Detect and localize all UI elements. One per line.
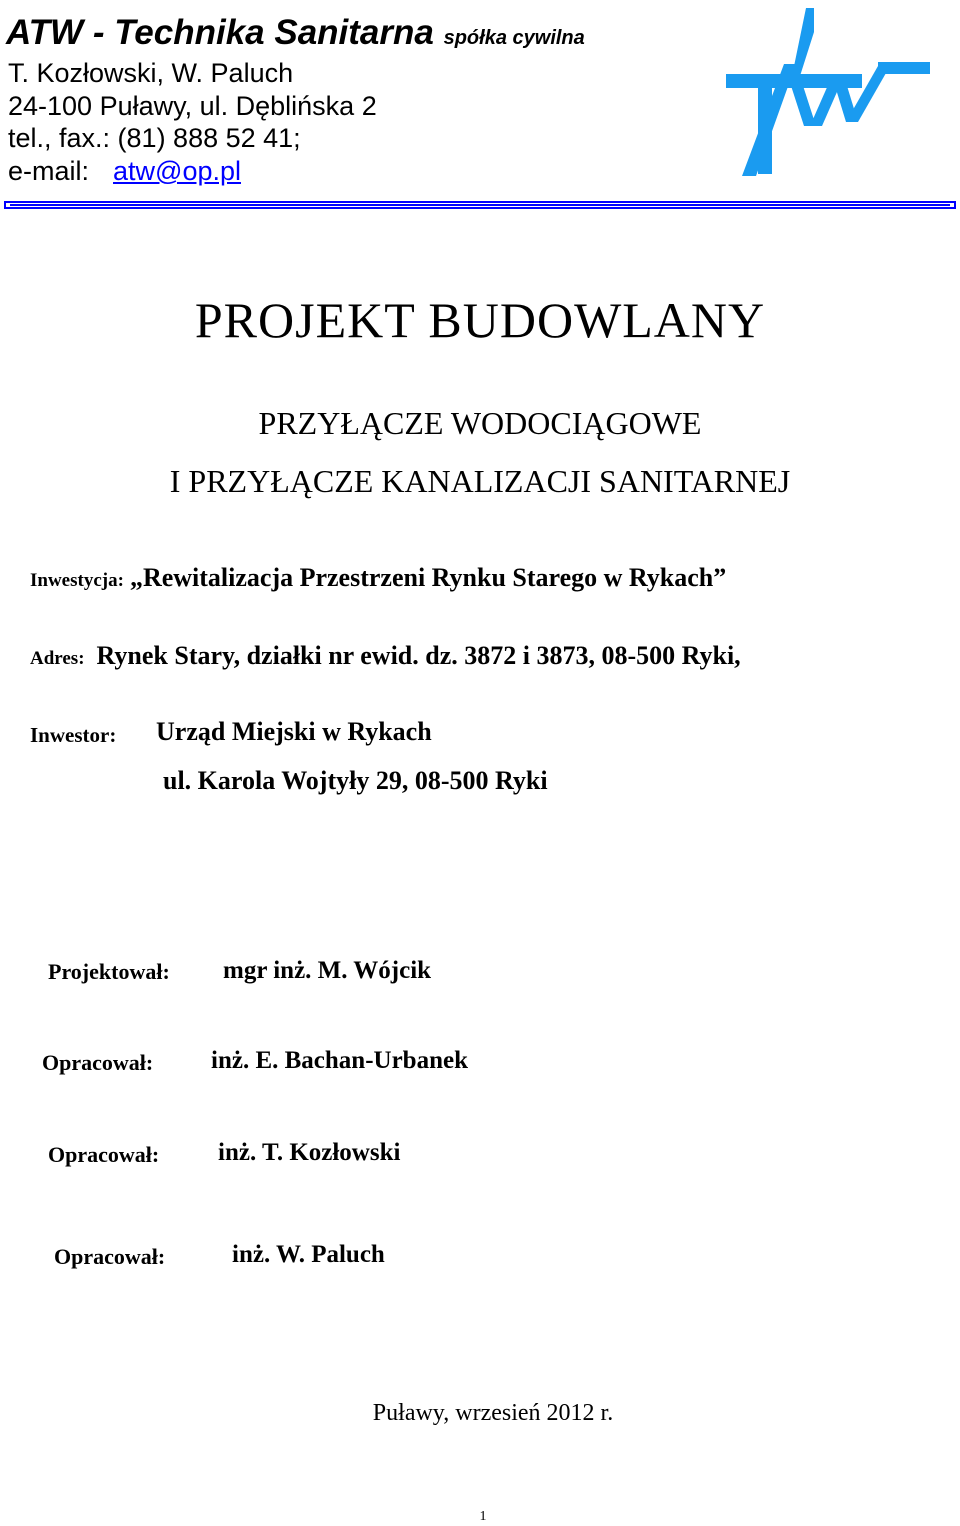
place-date: Puławy, wrzesień 2012 r.	[372, 1400, 614, 1426]
address-value: Rynek Stary, działki nr ewid. dz. 3872 i 3873, 08-500 Ryki,	[96, 641, 741, 670]
email-label: e-mail:	[8, 156, 90, 186]
company-phone: tel., fax.: (81) 888 52 41;	[8, 123, 301, 153]
company-owners: T. Kozłowski, W. Paluch	[8, 58, 294, 88]
credit-person-author-1: inż. E. Bachan-Urbanek	[211, 1047, 468, 1074]
document-subtitle-line2: I PRZYŁĄCZE KANALIZACJI SANITARNEJ	[169, 463, 791, 499]
company-email-row	[8, 155, 241, 187]
credit-person-author-2: inż. T. Kozłowski	[218, 1139, 401, 1166]
company-address: 24-100 Puławy, ul. Dęblińska 2	[8, 91, 377, 121]
credit-role-author-2: Opracował:	[48, 1142, 160, 1167]
header-separator	[4, 201, 956, 209]
document-title: PROJEKT BUDOWLANY	[194, 292, 766, 348]
investment-label: Inwestycja:	[30, 570, 124, 591]
page-number: 1	[479, 1509, 487, 1524]
address-row	[30, 640, 741, 675]
credit-role-designer: Projektował:	[48, 959, 170, 984]
atw-logo-icon	[718, 6, 938, 176]
credit-person-designer: mgr inż. M. Wójcik	[223, 957, 432, 984]
company-name-text: ATW - Technika Sanitarna	[6, 13, 434, 52]
company-form: spółka cywilna	[443, 27, 585, 49]
address-label: Adres:	[30, 648, 85, 669]
credit-role-author-1: Opracował:	[42, 1050, 154, 1075]
investor-label: Inwestor:	[30, 723, 117, 747]
credit-role-author-3: Opracował:	[54, 1244, 166, 1269]
investment-row	[30, 562, 726, 597]
document-subtitle-line1: PRZYŁĄCZE WODOCIĄGOWE	[258, 405, 702, 441]
investor-address: ul. Karola Wojtyły 29, 08-500 Ryki	[163, 766, 548, 795]
company-name	[6, 12, 585, 59]
header-separator-inner-line	[10, 204, 950, 206]
email-link[interactable]: atw@op.pl	[113, 156, 241, 186]
investor-name: Urząd Miejski w Rykach	[156, 717, 432, 746]
investment-value: „Rewitalizacja Przestrzeni Rynku Starego w Rykach”	[129, 563, 727, 592]
credit-person-author-3: inż. W. Paluch	[232, 1241, 385, 1268]
